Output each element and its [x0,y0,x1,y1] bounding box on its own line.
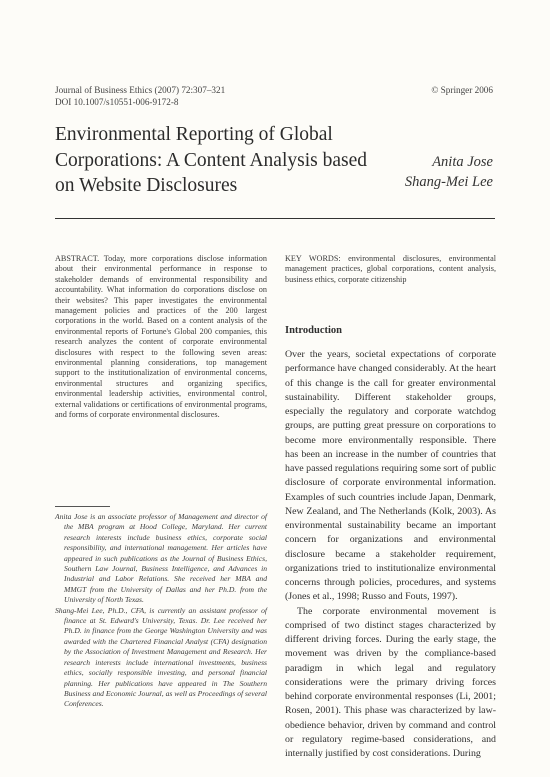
copyright-notice: © Springer 2006 [431,85,493,95]
author-name: Anita Jose [432,154,493,170]
footnote-divider [55,506,110,507]
author-footnotes [55,512,267,710]
keywords: KEY WORDS: environmental disclosures, environmental management practices, global corporations, content analysis, business ethics, corporate citizenship [285,254,496,284]
abstract: ABSTRACT. Today, more corporations disclose information about their environmental performance in response to stakeholder demands of environmental responsibility and accountability. What information do corporations disclose on their websites? This paper investigates the environmental management policies and practices of the 200 largest corporations in the world. Based on a content analysis of the environmental reports of Fortune's Global 200 companies, this research analyzes the content of corporate environmental disclosures with respect to the following seven areas: environmental planning considerations, top management support to the institutionalization of environmental concerns, environmental structures and organizing specifics, environmental leadership activities, environmental control, external validations or certifications of environmental programs, and forms of corporate environmental disclosures. [55,254,267,420]
journal-header [55,84,225,108]
introduction-body [285,348,496,761]
journal-citation: Journal of Business Ethics (2007) 72:307–321 [55,85,226,95]
paragraph: The corporate environmental movement is comprised of two distinct stages characterized by different driving forces. During the early stage, the movement was driven by the compliance-based paradigm in which legal and regulatory considerations were the primary driving forces behind corporate environmental responses (Li, 2001; Rosen, 2001). This phase was characterized by law-obedience behavior, driven by command and control or regulatory regime-based considerations, and internally justified by cost considerations. During [285,605,496,759]
right-column [285,254,496,285]
article-title [55,122,385,199]
title-line: Environmental Reporting of Global [55,124,333,145]
footnote: Anita Jose is an associate professor of Management and director of the MBA program at Hood College, Maryland. Her current research interests include business ethics, corporate social responsibility, and international management. Her articles have appeared in such publications as the Journal of Business Ethics, Southern Law Journal, Business Intelligence, and Advances in Industrial and Labor Relations. She received her MBA and MMGT from the University of Dallas and her Ph.D. from the University of North Texas. [55,512,267,605]
title-line: on Website Disclosures [55,175,238,196]
paragraph: Over the years, societal expectations of corporate performance have changed considerably. At the heart of this change is the call for greater environmental sustainability. Different stakeholder groups, especially the regulatory and corporate watchdog groups, are putting great pressure on corporations to become more environmentally responsible. There has been an increase in the number of countries that have passed regulations requiring some sort of public disclosure of corporate environmental information. Examples of such countries include Japan, Denmark, New Zealand, and The Netherlands (Kolk, 2003). As environmental sustainability became an important concern for organizations and environmental disclosure became a stakeholder requirement, organizations tried to institutionalize environmental concerns through policies, procedures, and systems (Jones et al., 1998; Russo and Fouts, 1997). [285,349,496,603]
title-line: Corporations: A Content Analysis based [55,149,367,171]
left-column [55,254,267,421]
section-heading: Introduction [285,325,342,336]
doi: DOI 10.1007/s10551-006-9172-8 [55,97,179,107]
footnote: Shang-Mei Lee, Ph.D., CFA, is currently an assistant professor of finance at St. Edward's University, Texas. Dr. Lee received her Ph.D. in finance from the George Washington University and was awarded with the Chartered Financial Analyst (CFA) designation by the Association of Investment Management and Research. Her research interests include international investments, business ethics, socially responsible investing, and personal financial planning. Her publications have appeared in The Southern Business and Economic Journal, as well as Proceedings of several Conferences. [55,605,267,709]
author-list [405,152,493,192]
title-divider [55,218,495,219]
author-name: Shang-Mei Lee [404,174,493,190]
